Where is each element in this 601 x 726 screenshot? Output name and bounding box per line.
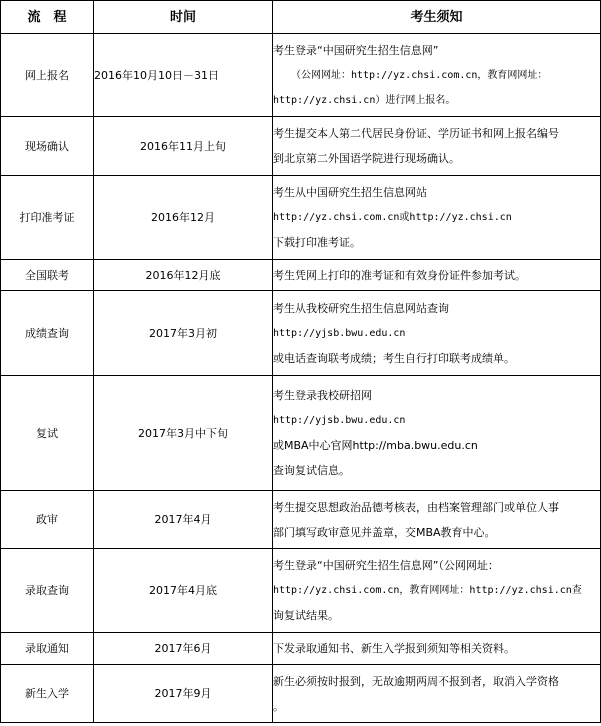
step-cell: 录取通知 xyxy=(1,633,94,665)
notice-line: 考生提交思想政治品德考核表，由档案管理部门或单位人事 xyxy=(273,500,559,514)
header-step: 流 程 xyxy=(1,1,94,34)
step-cell: 打印准考证 xyxy=(1,176,94,260)
step-cell: 成绩查询 xyxy=(1,291,94,376)
notice-cell xyxy=(273,291,601,376)
notice-line: 考生提交本人第二代居民身份证、学历证书和网上报名编号 xyxy=(273,127,559,140)
notice-line: http://yjsb.bwu.edu.cn xyxy=(273,327,406,339)
notice-cell xyxy=(273,633,601,665)
step-cell: 新生入学 xyxy=(1,665,94,723)
notice-cell xyxy=(273,176,601,260)
notice-line: 新生必须按时报到，无故逾期两周不报到者，取消入学资格 xyxy=(273,674,559,688)
notice-cell xyxy=(273,117,601,176)
notice-line: 考生从我校研究生招生信息网站查询 xyxy=(273,301,449,315)
notice-line: 考生登录“中国研究生招生信息网”（公网网址： xyxy=(273,559,499,572)
notice-cell xyxy=(273,491,601,549)
notice-line: 查询复试信息。 xyxy=(273,464,350,477)
time-cell: 2016年12月 xyxy=(94,176,273,260)
notice-line: 部门填写政审意见并盖章，交MBA教育中心。 xyxy=(273,525,496,539)
time-cell: 2016年11月上旬 xyxy=(94,117,273,176)
notice-cell xyxy=(273,665,601,723)
time-cell: 2017年4月底 xyxy=(94,549,273,633)
step-cell: 全国联考 xyxy=(1,260,94,291)
table-row xyxy=(1,633,601,665)
notice-line: 或MBA中心官网http://mba.bwu.edu.cn xyxy=(273,439,478,452)
notice-line: （公网网址：http://yz.chsi.com.cn，教育网网址： xyxy=(291,69,548,81)
table-row xyxy=(1,176,601,260)
notice-cell xyxy=(273,376,601,491)
table-row xyxy=(1,291,601,376)
step-cell: 现场确认 xyxy=(1,117,94,176)
header-notice: 考生须知 xyxy=(273,1,601,34)
time-cell: 2016年12月底 xyxy=(94,260,273,291)
time-cell: 2017年3月中下旬 xyxy=(94,376,273,491)
notice-cell xyxy=(273,34,601,117)
step-cell: 网上报名 xyxy=(1,34,94,117)
notice-line: http://yz.chsi.cn）进行网上报名。 xyxy=(273,94,456,106)
step-cell: 复试 xyxy=(1,376,94,491)
notice-cell xyxy=(273,260,601,291)
notice-line: 考生从中国研究生招生信息网站 xyxy=(273,186,427,199)
table-row xyxy=(1,34,601,117)
table-row xyxy=(1,491,601,549)
notice-line: 考生凭网上打印的准考证和有效身份证件参加考试。 xyxy=(273,268,526,282)
notice-line: 或电话查询联考成绩；考生自行打印联考成绩单。 xyxy=(273,351,515,365)
step-cell: 录取查询 xyxy=(1,549,94,633)
notice-line: 下发录取通知书、新生入学报到须知等相关资料。 xyxy=(273,642,515,655)
table-row xyxy=(1,117,601,176)
time-cell: 2016年10月10日－31日 xyxy=(94,34,273,117)
notice-line: http://yz.chsi.com.cn，教育网网址：http://yz.chsi.cn查 xyxy=(273,585,582,596)
notice-line: 考生登录我校研招网 xyxy=(273,389,372,402)
notice-line: 。 xyxy=(273,699,284,713)
table-row xyxy=(1,376,601,491)
notice-line: http://yz.chsi.com.cn或http://yz.chsi.cn xyxy=(273,212,512,223)
table-row xyxy=(1,549,601,633)
time-cell: 2017年9月 xyxy=(94,665,273,723)
table-row xyxy=(1,665,601,723)
step-cell: 政审 xyxy=(1,491,94,549)
notice-line: http://yjsb.bwu.edu.cn xyxy=(273,415,406,426)
notice-line: 询复试结果。 xyxy=(273,609,339,622)
time-cell: 2017年4月 xyxy=(94,491,273,549)
time-cell: 2017年6月 xyxy=(94,633,273,665)
notice-line: 到北京第二外国语学院进行现场确认。 xyxy=(273,152,460,165)
table-row xyxy=(1,260,601,291)
time-cell: 2017年3月初 xyxy=(94,291,273,376)
table-header-row xyxy=(1,1,601,34)
notice-cell xyxy=(273,549,601,633)
notice-line: 考生登录“中国研究生招生信息网” xyxy=(273,43,439,57)
notice-line: 下载打印准考证。 xyxy=(273,236,361,249)
header-time: 时间 xyxy=(94,1,273,34)
